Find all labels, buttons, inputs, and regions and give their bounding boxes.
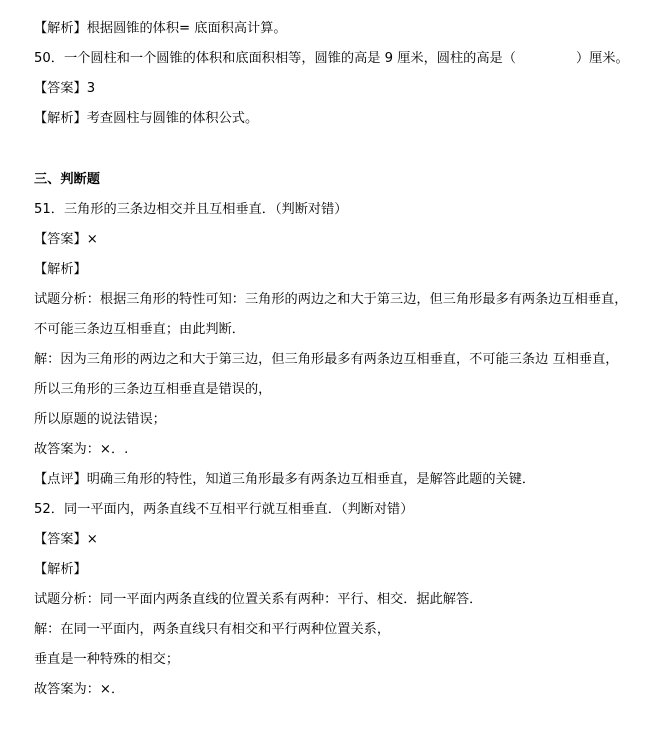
q52-analysis-line-1: 试题分析：同一平面内两条直线的位置关系有两种：平行、相交．据此解答． bbox=[34, 592, 483, 607]
q52-final-answer: 故答案为：×． bbox=[34, 682, 125, 697]
q50-question-unit: ）厘米。 bbox=[575, 51, 629, 66]
q51-analysis-label: 【解析】 bbox=[34, 262, 87, 277]
q52-question: 52．同一平面内，两条直线不互相平行就互相垂直．（判断对错） bbox=[34, 502, 414, 517]
q51-comment: 【点评】明确三角形的特性，知道三角形最多有两条边互相垂直，是解答此题的关键． bbox=[34, 472, 536, 487]
q51-analysis-line-2: 不可能三条边互相垂直；由此判断． bbox=[34, 322, 245, 337]
q51-final-answer: 故答案为：×．. bbox=[34, 442, 129, 457]
q50-answer: 【答案】3 bbox=[34, 81, 96, 96]
section-heading: 三、判断题 bbox=[34, 172, 100, 187]
q50-question-text: 50．一个圆柱和一个圆锥的体积和底面积相等，圆锥的高是 9 厘米，圆柱的高是（ bbox=[34, 51, 516, 66]
q49-analysis-line: 【解析】根据圆锥的体积= 底面积高计算。 bbox=[34, 21, 287, 36]
q51-solution-line-3: 所以原题的说法错误； bbox=[34, 412, 166, 427]
q52-solution-line-1: 解：在同一平面内，两条直线只有相交和平行两种位置关系， bbox=[34, 622, 391, 637]
q52-answer: 【答案】× bbox=[34, 532, 98, 547]
q50-question bbox=[34, 49, 661, 69]
q50-analysis: 【解析】考查圆柱与圆锥的体积公式。 bbox=[34, 111, 259, 126]
q52-solution-line-2: 垂直是一种特殊的相交； bbox=[34, 652, 180, 667]
q51-answer: 【答案】× bbox=[34, 232, 98, 247]
q52-analysis-label: 【解析】 bbox=[34, 562, 87, 577]
q51-solution-line-2: 所以三角形的三条边互相垂直是错误的， bbox=[34, 382, 272, 397]
q51-analysis-line-1: 试题分析：根据三角形的特性可知：三角形的两边之和大于第三边，但三角形最多有两条边互相垂直， bbox=[34, 292, 628, 307]
q51-solution-line-1: 解：因为三角形的两边之和大于第三边，但三角形最多有两条边互相垂直，不可能三条边 互相垂直， bbox=[34, 352, 619, 367]
q51-question: 51．三角形的三条边相交并且互相垂直．（判断对错） bbox=[34, 202, 348, 217]
